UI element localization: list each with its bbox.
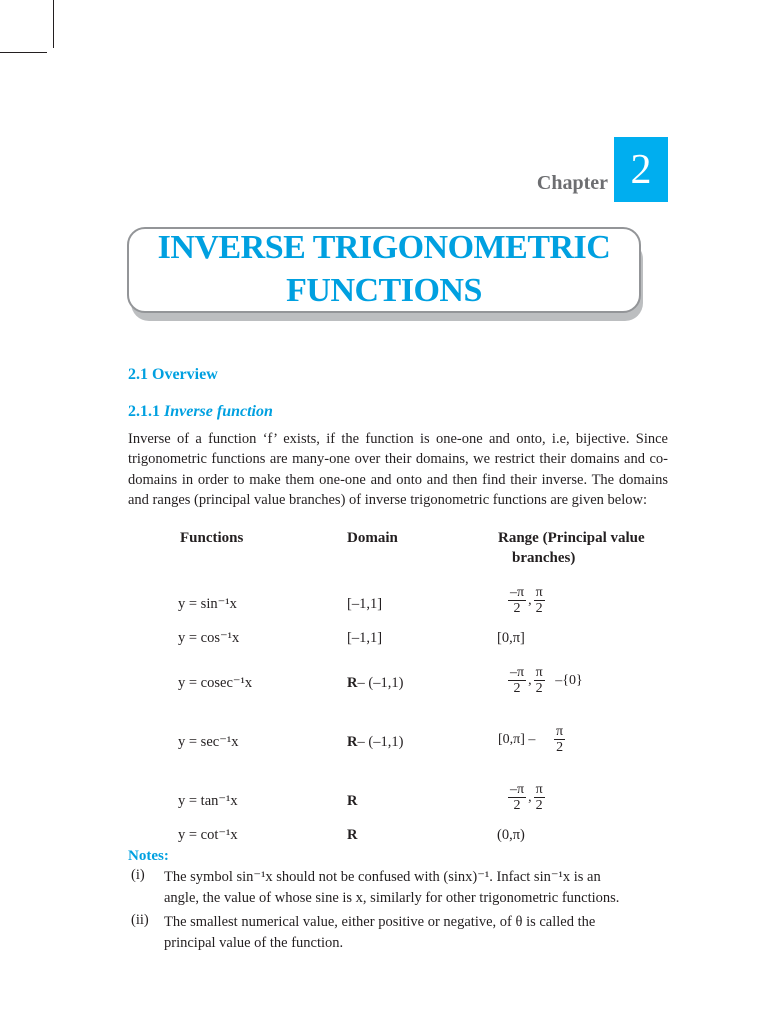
fraction-pi-over-2: $\frac{\pi}{2}$ <box>535 782 543 813</box>
header-domain: Domain <box>347 530 398 546</box>
function-cosec-inverse: y = cosec⁻¹x <box>178 675 253 691</box>
subsection-heading <box>128 403 273 421</box>
function-cot-inverse: y = cot⁻¹x <box>178 827 238 843</box>
function-cos-inverse: y = cos⁻¹x <box>178 630 240 646</box>
domain-cosec-inverse: R– (–1,1) <box>347 675 404 691</box>
section-heading: 2.1 Overview <box>128 366 218 383</box>
range-cos-inverse: [0,π] <box>497 630 525 646</box>
range-sec-inverse: [0,π] – $\frac{\pi}{2}$ <box>498 724 564 755</box>
header-range-line-1: Range (Principal value <box>498 530 645 546</box>
note-text: The symbol sin⁻¹x should not be confused with (sinx)⁻¹. Infact sin⁻¹x is an angle, the value of whose sine is x, similarly for other trigonometric functions. <box>164 869 620 906</box>
range-tan-inverse: $\frac{-\pi}{2}$ , $\frac{\pi}{2}$ <box>510 782 543 813</box>
intro-paragraph: Inverse of a function ‘f’ exists, if the function is one-one and onto, i.e, bijective. Since trigonometric functions are many-one over their domains, we restrict their domains and co-domains in order to make them one-one and onto and then find their inverse. The domains and ranges (principal value branches) of inverse trigonometric functions are given below: <box>128 431 668 508</box>
fraction-pi-over-2: $\frac{\pi}{2}$ <box>535 585 543 616</box>
function-tan-inverse: y = tan⁻¹x <box>178 793 238 809</box>
note-marker: (i) <box>131 867 145 883</box>
fraction-neg-pi-over-2: $\frac{-\pi}{2}$ <box>510 782 525 813</box>
note-text: The smallest numerical value, either positive or negative, of θ is called the principal value of the function. <box>164 914 596 951</box>
crop-mark-horizontal <box>0 52 47 53</box>
chapter-title-line-2: FUNCTIONS <box>286 272 482 309</box>
domain-tan-inverse: R <box>347 793 358 809</box>
fraction-neg-pi-over-2: $\frac{-\pi}{2}$ <box>510 585 525 616</box>
domain-sec-inverse: R– (–1,1) <box>347 734 404 750</box>
range-sin-inverse: $\frac{-\pi}{2}$ , $\frac{\pi}{2}$ <box>510 585 543 616</box>
range-cosec-inverse: $\frac{-\pi}{2}$ , $\frac{\pi}{2}$ –{0} <box>510 665 583 696</box>
chapter-number-box <box>614 137 668 202</box>
fraction-pi-over-2: $\frac{\pi}{2}$ <box>535 665 543 696</box>
subsection-number: 2.1.1 <box>128 403 160 420</box>
chapter-title-line-1: INVERSE TRIGONOMETRIC <box>157 229 611 266</box>
fraction-neg-pi-over-2: $\frac{-\pi}{2}$ <box>510 665 525 696</box>
function-sin-inverse: y = sin⁻¹x <box>178 596 237 612</box>
notes-heading: Notes: <box>128 848 169 864</box>
header-functions: Functions <box>180 530 244 546</box>
function-sec-inverse: y = sec⁻¹x <box>178 734 239 750</box>
crop-mark-vertical <box>53 0 54 48</box>
domain-cot-inverse: R <box>347 827 358 843</box>
header-range-line-2: branches) <box>512 550 576 566</box>
range-cot-inverse: (0,π) <box>497 827 525 843</box>
note-marker: (ii) <box>131 912 149 928</box>
domain-cos-inverse: [–1,1] <box>347 630 383 646</box>
domain-sin-inverse: [–1,1] <box>347 596 383 612</box>
chapter-number: 2 <box>630 146 652 193</box>
subsection-title: Inverse function <box>164 403 273 420</box>
fraction-pi-over-2: $\frac{\pi}{2}$ <box>556 724 564 755</box>
chapter-label: Chapter <box>536 172 608 194</box>
